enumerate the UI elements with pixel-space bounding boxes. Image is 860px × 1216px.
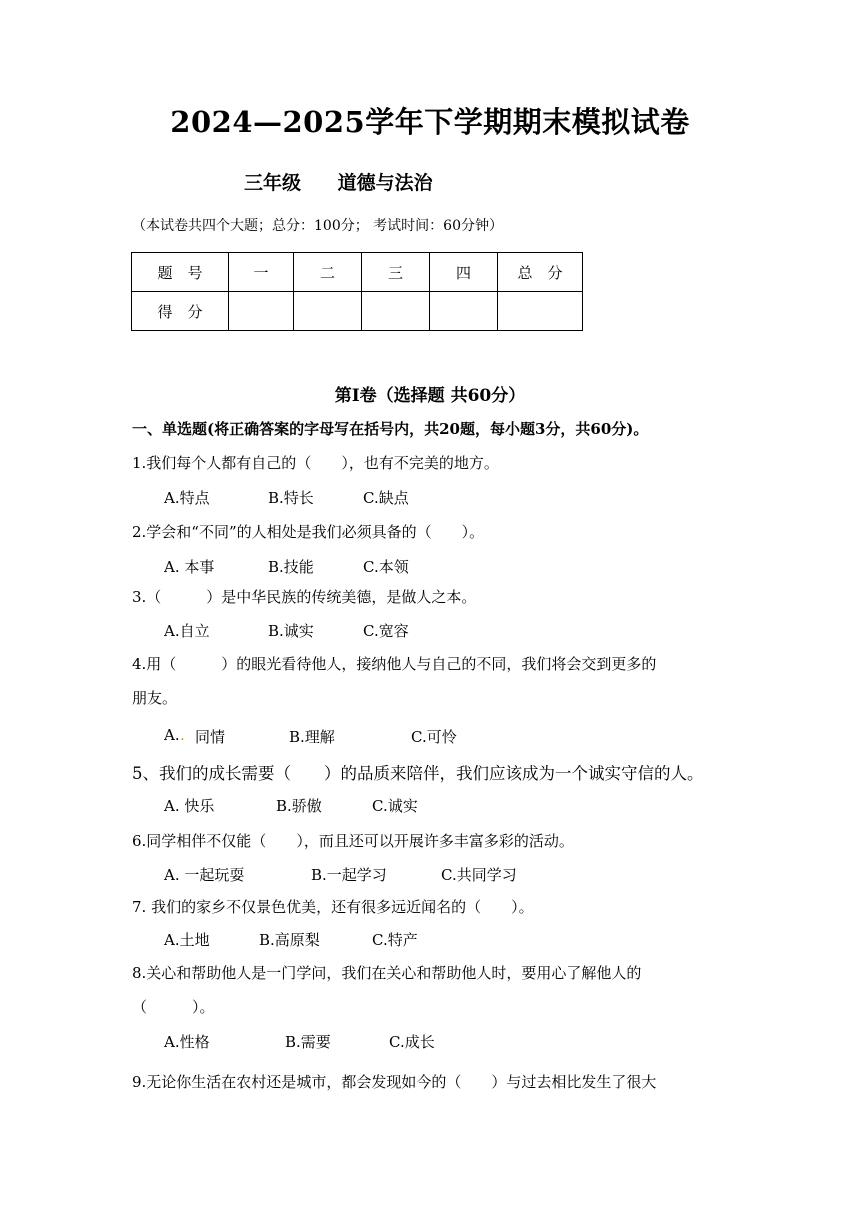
header-cell-total: 总 分: [498, 253, 583, 292]
option-a: A.性格: [164, 1033, 210, 1051]
score-cell-total[interactable]: [498, 292, 583, 331]
option-c: C.共同学习: [441, 866, 517, 884]
question-stem: 8.关心和帮助他人是一门学问，我们在关心和帮助他人时，要用心了解他人的: [132, 964, 642, 982]
header-cell-part-3: 三: [362, 253, 430, 292]
option-b: B.技能: [268, 558, 314, 576]
option-a: A.自立: [164, 622, 210, 640]
option-b: B.理解: [289, 728, 335, 746]
exam-subtitle: [244, 168, 433, 195]
question-stem: 1.我们每个人都有自己的（ ），也有不完美的地方。: [132, 454, 499, 472]
score-table-score-row: [132, 292, 583, 331]
option-b: B.特长: [268, 489, 314, 507]
score-table: [131, 252, 583, 331]
score-cell-part-1[interactable]: [229, 292, 294, 331]
question-stem: 7. 我们的家乡不仅景色优美，还有很多远近闻名的（ ）。: [132, 898, 534, 916]
question-stem-continued: （ ）。: [132, 998, 215, 1016]
option-a: A.土地: [164, 931, 210, 949]
option-b: B.高原梨: [259, 931, 320, 949]
option-a-marker: .: [180, 726, 185, 744]
option-a: A.特点: [164, 489, 210, 507]
option-b: B.一起学习: [311, 866, 387, 884]
header-cell-question-number: 题 号: [132, 253, 229, 292]
question-stem: 6.同学相伴不仅能（ ），而且还可以开展许多丰富多彩的活动。: [132, 832, 574, 850]
score-cell-part-2[interactable]: [294, 292, 362, 331]
score-table-header-row: [132, 253, 583, 292]
option-b: B.诚实: [268, 622, 314, 640]
option-c: C.诚实: [372, 797, 418, 815]
grade-label: 三年级: [244, 172, 302, 194]
section-instruction: 一、单选题(将正确答案的字母写在括号内，共20题，每小题3分，共60分)。: [132, 420, 649, 438]
option-b: B.骄傲: [276, 797, 322, 815]
option-c: C.可怜: [411, 728, 457, 746]
question-stem: 3.（ ）是中华民族的传统美德，是做人之本。: [132, 588, 477, 606]
option-a: A. 快乐: [164, 797, 215, 815]
subject-label: 道德与法治: [337, 172, 433, 194]
option-a: A. 本事: [164, 558, 215, 576]
header-cell-part-4: 四: [430, 253, 498, 292]
option-a-text: 同情: [195, 728, 226, 746]
option-b: B.需要: [285, 1033, 331, 1051]
option-c: C.本领: [363, 558, 409, 576]
score-cell-part-4[interactable]: [430, 292, 498, 331]
option-a: A. 一起玩耍: [164, 866, 245, 884]
option-c: C.特产: [372, 931, 418, 949]
score-cell-part-3[interactable]: [362, 292, 430, 331]
option-c: C.宽容: [363, 622, 409, 640]
header-cell-part-2: 二: [294, 253, 362, 292]
option-a: A.: [164, 726, 180, 744]
option-c: C.缺点: [363, 489, 409, 507]
exam-title: 2024—2025学年下学期期末模拟试卷: [170, 105, 690, 139]
question-stem: 4.用（ ）的眼光看待他人，接纳他人与自己的不同，我们将会交到更多的: [132, 655, 657, 673]
exam-note: （本试卷共四个大题；总分：100分； 考试时间：60分钟）: [132, 218, 503, 234]
question-stem: 9.无论你生活在农村还是城市，都会发现如今的（ ）与过去相比发生了很大: [132, 1073, 657, 1091]
question-stem: 5、我们的成长需要（ ）的品质来陪伴，我们应该成为一个诚实守信的人。: [132, 764, 704, 783]
question-stem: 2.学会和“不同”的人相处是我们必须具备的（ ）。: [132, 523, 485, 541]
section-title: 第Ⅰ卷（选择题 共60分）: [334, 386, 526, 406]
option-c: C.成长: [389, 1033, 435, 1051]
question-stem-continued: 朋友。: [132, 689, 178, 707]
row-label-score: 得 分: [132, 292, 229, 331]
header-cell-part-1: 一: [229, 253, 294, 292]
